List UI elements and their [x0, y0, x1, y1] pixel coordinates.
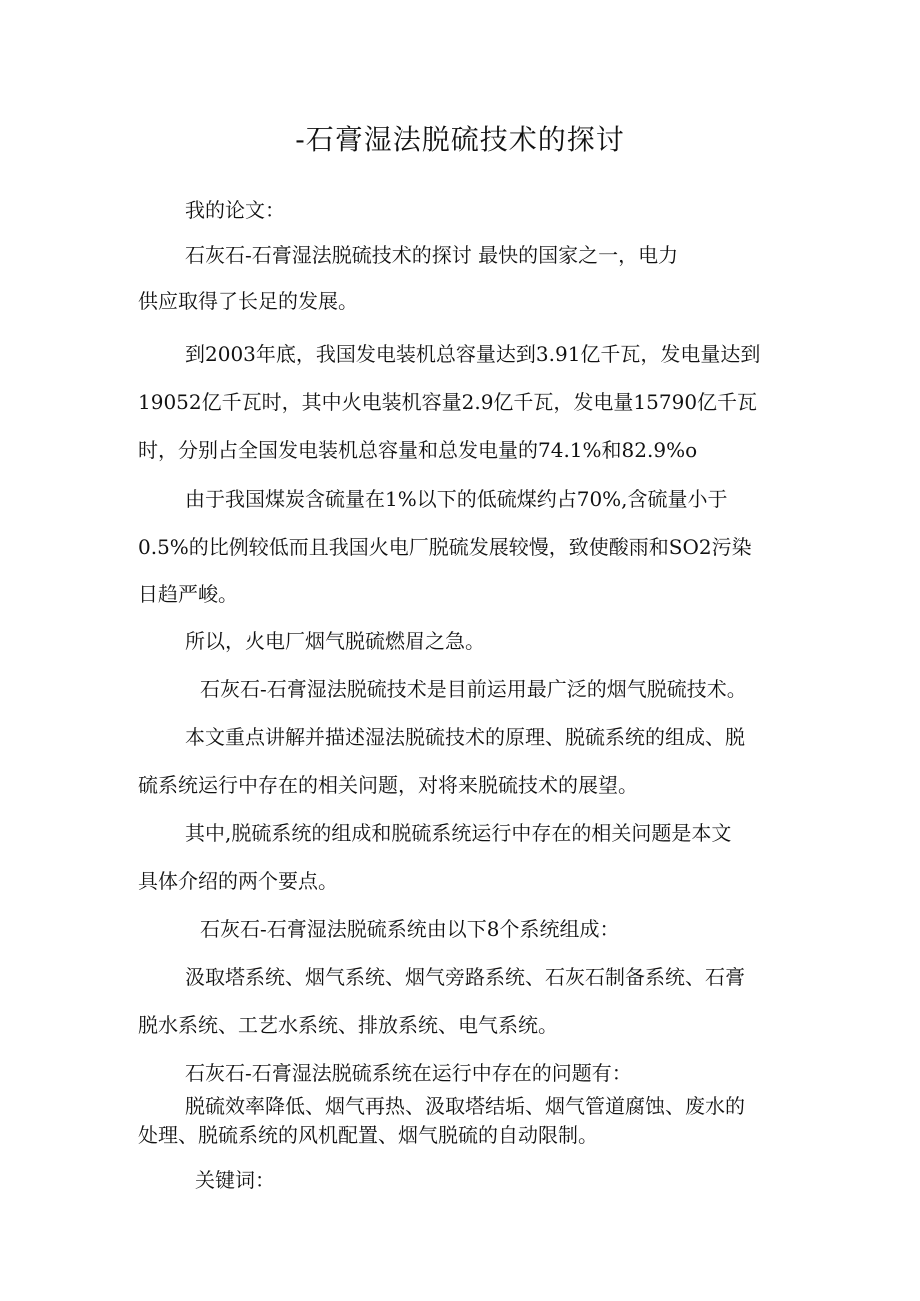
paragraph-line: 其中,脱硫系统的组成和脱硫系统运行中存在的相关问题是本文 [185, 821, 732, 845]
paragraph-line: 所以，火电厂烟气脱硫燃眉之急。 [185, 629, 485, 653]
paragraph-line: 石灰石-石膏湿法脱硫系统在运行中存在的问题有： [185, 1061, 632, 1085]
keywords-label: 关键词： [195, 1168, 275, 1192]
paragraph-line: 脱水系统、工艺水系统、排放系统、电气系统。 [138, 1013, 558, 1037]
paragraph-line: 时，分别占全国发电装机总容量和总发电量的74.1%和82.9%o [138, 438, 698, 462]
paragraph-line: 具体介绍的两个要点。 [138, 869, 338, 893]
paragraph-line: 石灰石-石膏湿法脱硫技术的探讨 最快的国家之一，电力 [185, 243, 679, 267]
paragraph-line: 处理、脱硫系统的风机配置、烟气脱硫的自动限制。 [138, 1123, 598, 1147]
paragraph-line: 石灰石-石膏湿法脱硫技术是目前运用最广泛的烟气脱硫技术。 [200, 677, 747, 701]
paragraph-line: 本文重点讲解并描述湿法脱硫技术的原理、脱硫系统的组成、脱 [185, 725, 745, 749]
paragraph-line: 0.5%的比例较低而且我国火电厂脱硫发展较慢，致使酸雨和SO2污染 [138, 535, 752, 559]
paragraph-line: 汲取塔系统、烟气系统、烟气旁路系统、石灰石制备系统、石膏 [185, 965, 745, 989]
paragraph-line: 石灰石-石膏湿法脱硫系统由以下8个系统组成： [200, 917, 620, 941]
paragraph-line: 脱硫效率降低、烟气再热、汲取塔结垢、烟气管道腐蚀、废水的 [185, 1094, 745, 1118]
paragraph-line: 由于我国煤炭含硫量在1%以下的低硫煤约占70%,含硫量小于 [185, 487, 728, 511]
paragraph-line: 我的论文： [185, 198, 285, 222]
paragraph-line: 供应取得了长足的发展。 [138, 289, 358, 313]
paragraph-line: 19052亿千瓦时，其中火电装机容量2.9亿千瓦，发电量15790亿千瓦 [138, 390, 758, 414]
paragraph-line: 日趋严峻。 [138, 582, 238, 606]
document-title: -石膏湿法脱硫技术的探讨 [295, 123, 625, 156]
paragraph-line: 硫系统运行中存在的相关问题，对将来脱硫技术的展望。 [138, 773, 638, 797]
paragraph-line: 到2003年底，我国发电装机总容量达到3.91亿千瓦，发电量达到 [185, 342, 761, 366]
